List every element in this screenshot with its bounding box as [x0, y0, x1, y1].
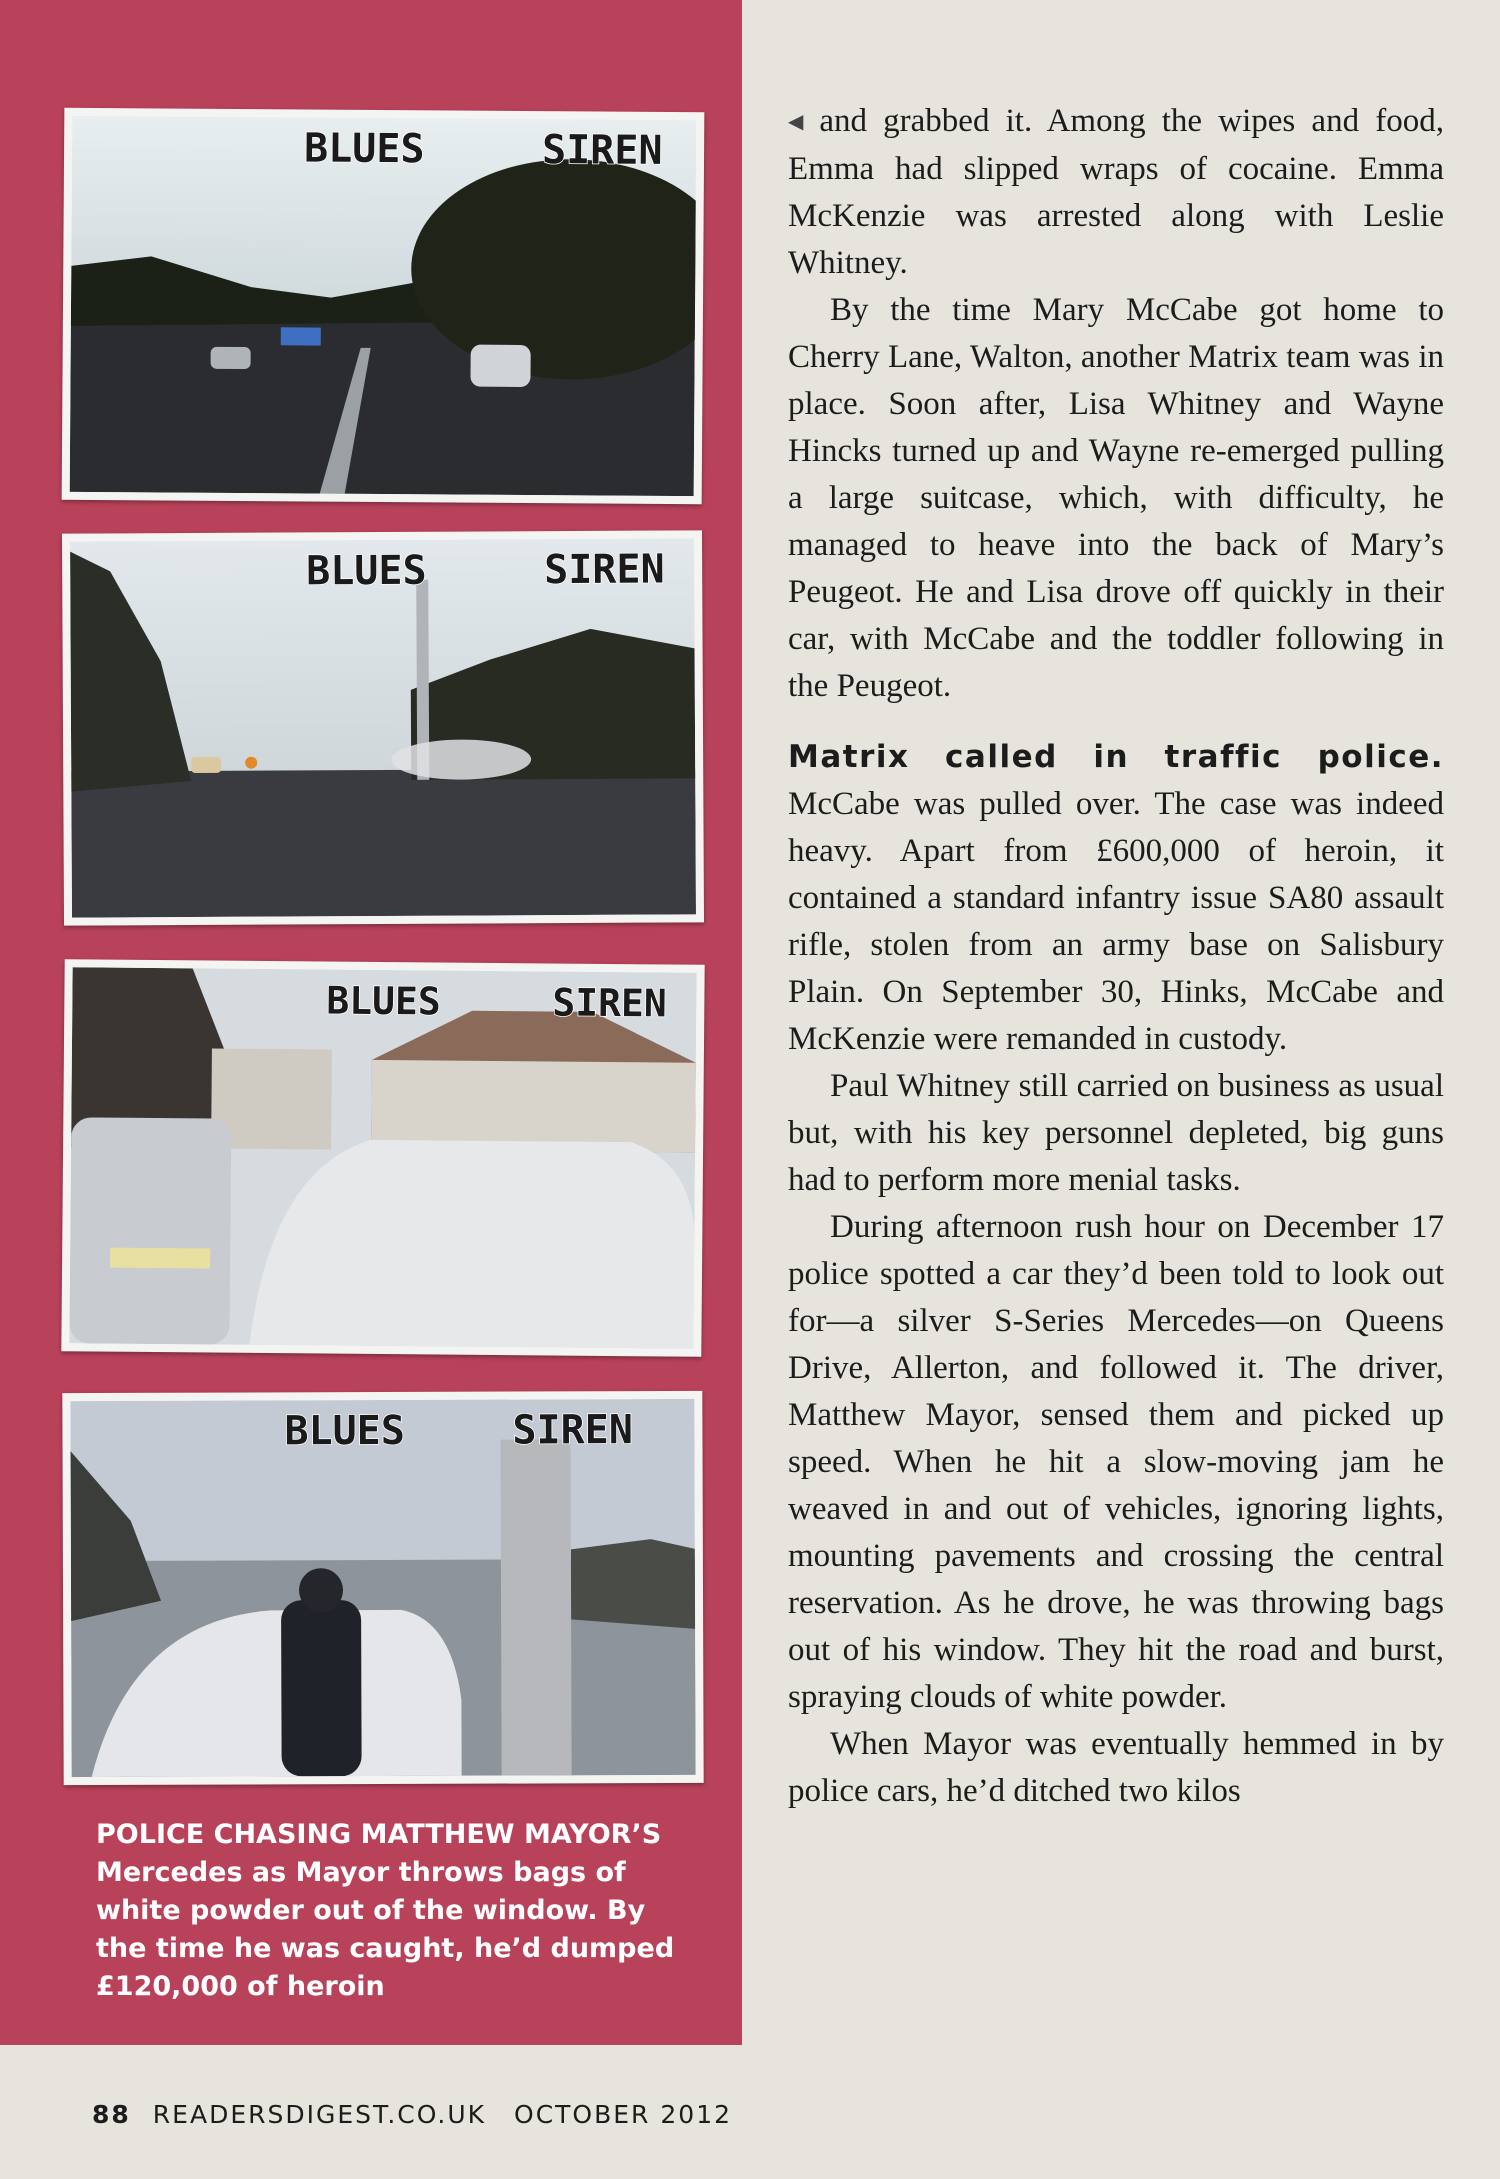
- dashcam-photo: [69, 967, 696, 1348]
- hud-blues-label: BLUES: [284, 1407, 405, 1455]
- dashcam-photo: [70, 1399, 695, 1777]
- article-paragraph: [788, 287, 1444, 710]
- section-run-in-heading: Matrix called in traffic police.: [788, 739, 1444, 775]
- photo-frame: [62, 530, 704, 925]
- continuation-arrow-icon: ◀: [788, 111, 812, 133]
- hud-siren-label: SIREN: [552, 980, 667, 1026]
- photo-frame: [62, 1391, 703, 1785]
- dashcam-photo: [70, 116, 697, 496]
- hud-blues-label: BLUES: [326, 978, 441, 1024]
- paragraph-text: By the time Mary McCabe got home to Cherry Lane, Walton, another Matrix team was in place. Soon after, Lisa Whitney and Wayne Hincks turned up and Wayne re-emerged pulling a large suitcase, which, with difficulty, he managed to heave into the back of Mary’s Peugeot. He and Lisa drove off quickly in their car, with McCabe and the toddler following in the Peugeot.: [788, 292, 1444, 704]
- paragraph-text: and grabbed it. Among the wipes and food, Emma had slipped wraps of cocaine. Emma McKenzie was arrested along with Leslie Whitney.: [788, 103, 1445, 281]
- dashcam-photo: [70, 538, 696, 917]
- paragraph-text: When Mayor was eventually hemmed in by police cars, he’d ditched two kilos: [788, 1726, 1444, 1809]
- site-url: READERSDIGEST.CO.UK: [152, 2100, 487, 2129]
- photo-frame: [61, 959, 704, 1357]
- article-paragraph: [788, 1721, 1444, 1815]
- photo-frame: [62, 108, 705, 504]
- page-number: 88: [92, 2100, 131, 2129]
- hud-siren-label: SIREN: [544, 546, 665, 594]
- article-paragraph: [788, 98, 1444, 287]
- issue-date: OCTOBER 2012: [514, 2100, 733, 2129]
- article-paragraph: [788, 1204, 1444, 1721]
- hud-siren-label: SIREN: [541, 127, 663, 174]
- sidebar-panel: [0, 0, 742, 2045]
- hud-siren-label: SIREN: [512, 1407, 633, 1454]
- photo-caption: [96, 1816, 696, 2006]
- hud-blues-label: BLUES: [303, 125, 425, 173]
- article-paragraph: [788, 734, 1444, 1063]
- hud-blues-label: BLUES: [306, 547, 427, 595]
- article-paragraph: [788, 1063, 1444, 1204]
- caption-lead: POLICE CHASING MATTHEW MAYOR’S: [96, 1819, 662, 1850]
- caption-body: Mercedes as Mayor throws bags of white powder out of the window. By the time he was caught, he’d dumped £120,000 of heroin: [96, 1857, 675, 2002]
- paragraph-text: During afternoon rush hour on December 17 police spotted a car they’d been told to look out for—a silver S-Series Mercedes—on Queens Drive, Allerton, and followed it. The driver, Matthew Mayor, sensed them and picked up speed. When he hit a slow-moving jam he weaved in and out of vehicles, ignoring lights, mounting pavements and crossing the central reservation. As he drove, he was throwing bags out of his window. They hit the road and burst, spraying clouds of white powder.: [788, 1209, 1444, 1715]
- article-body: [788, 98, 1444, 1815]
- paragraph-text: McCabe was pulled over. The case was indeed heavy. Apart from £600,000 of heroin, it contained a standard infantry issue SA80 assault rifle, stolen from an army base on Salisbury Plain. On September 30, Hinks, McCabe and McKenzie were remanded in custody.: [788, 786, 1444, 1057]
- page-footer: [92, 2100, 732, 2129]
- paragraph-text: Paul Whitney still carried on business as usual but, with his key personnel depleted, big guns had to perform more menial tasks.: [788, 1068, 1444, 1198]
